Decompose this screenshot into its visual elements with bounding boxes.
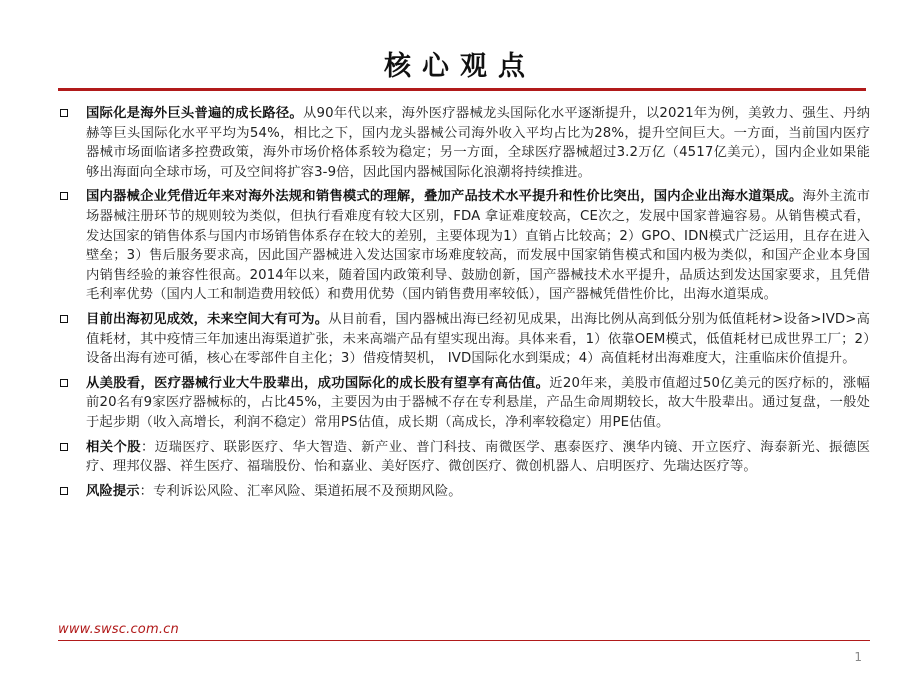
bullet-item: [58, 374, 870, 433]
square-bullet-icon: [60, 109, 68, 117]
bullet-heading: 国际化是海外巨头普遍的成长路径。: [86, 106, 303, 121]
page-title: 核心观点: [384, 51, 536, 82]
bullet-item: [58, 482, 870, 502]
bullet-text: ：迈瑞医疗、联影医疗、华大智造、新产业、普门科技、南微医学、惠泰医疗、澳华内镜、开立医疗、海泰新光、振德医疗、理邦仪器、祥生医疗、福瑞股份、怡和嘉业、美好医疗、微创医疗、微创机器人、启明医疗、先瑞达医疗等。: [86, 439, 870, 475]
bullet-item: [58, 310, 870, 369]
square-bullet-icon: [60, 192, 68, 200]
square-bullet-icon: [60, 379, 68, 387]
bullet-item: [58, 187, 870, 305]
bullet-heading: 从美股看，医疗器械行业大牛股辈出，成功国际化的成长股有望享有高估值。: [86, 375, 550, 391]
bullet-heading: 目前出海初见成效，未来空间大有可为。: [86, 311, 329, 327]
bullet-text: 近20年来，美股市值超过50亿美元的医疗标的，涨幅前20名有9家医疗器械标的，占比45%，主要因为由于器械不存在专利悬崖，产品生命周期较长，故大牛股辈出。通过复盘，一般处于起步期（收入高增长，利润不稳定）常用PS估值，成长期（高成长，净利率较稳定）用PE估值。: [86, 375, 870, 430]
square-bullet-icon: [60, 443, 68, 451]
footer-divider: [58, 640, 870, 641]
square-bullet-icon: [60, 315, 68, 323]
bullet-text: 从目前看，国内器械出海已经初见成果，出海比例从高到低分别为低值耗材>设备>IVD>高值耗材，其中疫情三年加速出海渠道扩张，未来高端产品有望实现出海。具体来看，1）依靠OEM模式，低值耗材已成世界工厂；2）设备出海有迹可循，核心在零部件自主化；3）借疫情契机， IVD国际化水到渠成；4）高值耗材出海难度大，注重临床价值提升。: [86, 311, 870, 367]
page-number: 1: [854, 650, 862, 664]
square-bullet-icon: [60, 487, 68, 495]
bullet-item: [58, 104, 870, 182]
bullet-item: [58, 438, 870, 477]
bullet-text: 从90年代以来，海外医疗器械龙头国际化水平逐渐提升，以2021年为例，美敦力、强生、丹纳赫等巨头国际化水平平均为54%，相比之下，国内龙头器械公司海外收入平均占比为28%，提升空间巨大。一方面，当前国内医疗器械市场面临诸多控费政策，海外市场价格体系较为稳定；另一方面，全球医疗器械超过3.2万亿（4517亿美元），国内企业如果能够出海面向全球市场，可及空间将扩容3-9倍，因此国内器械国际化浪潮将持续推进。: [86, 106, 870, 180]
key-points-list: [58, 104, 870, 506]
bullet-heading: 风险提示: [86, 483, 140, 499]
footer-url[interactable]: www.swsc.com.cn: [58, 622, 179, 637]
bullet-heading: 相关个股: [86, 439, 142, 455]
title-divider: [58, 88, 866, 91]
bullet-heading: 国内器械企业凭借近年来对海外法规和销售模式的理解，叠加产品技术水平提升和性价比突出，国内企业出海水道渠成。: [86, 189, 803, 205]
bullet-text: 海外主流市场器械注册环节的规则较为类似，但执行看难度有较大区别，FDA 拿证难度较高，CE次之，发展中国家普遍容易。从销售模式看，发达国家的销售体系与国内市场销售体系存在较大的差别，主要体现为1）直销占比较高；2）GPO、IDN模式广泛运用，且存在进入壁垒；3）售后服务要求高，因此国产器械进入发达国家市场难度较高，而发展中国家销售模式和国内极为类似，和国产企业本身国内销售经验的兼容性很高。2014年以来，随着国内政策利导、鼓励创新，国产器械技术水平提升，品质达到发达国家要求，且凭借毛利率优势（国内人工和制造费用较低）和费用优势（国内销售费用率较低），国产器械凭借性价比，出海水道渠成。: [86, 189, 870, 303]
bullet-text: ：专利诉讼风险、汇率风险、渠道拓展不及预期风险。: [139, 483, 462, 499]
